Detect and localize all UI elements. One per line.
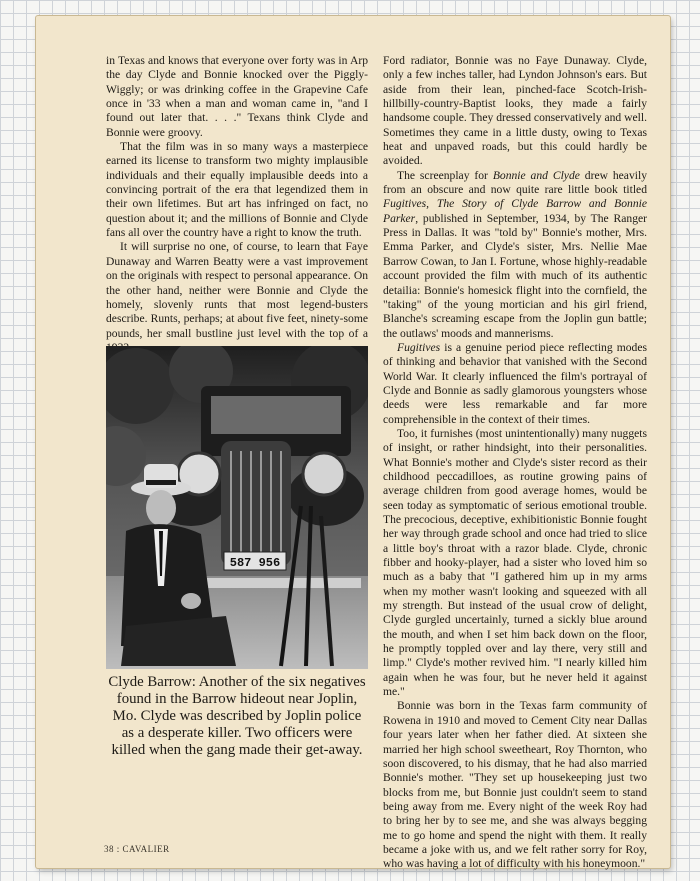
book-title: Fugitives, The Story of Clyde Barrow and Bonnie Parker bbox=[383, 197, 647, 225]
paragraph-text: is a genuine period piece reflecting modes of thinking and behavior that vanished with the Second World War. It clearly influenced the film's portrayal of Clyde and Bonnie as sadly glamorous youngsters whose deeds were less remarkable and far more comprehensible in the context of their times. bbox=[383, 340, 647, 426]
paragraph-text: , published in September, 1934, by The Ranger Press in Dallas. It was "told by" Bonnie's mother, Mrs. Emma Parker, and Clyde's sister, Mrs. Nellie Mae Barrow Cowan, to Jan I. Fortune, whose highly-readable account provided the film with much of its authentic detailia: Bonnie's homesick flight into the cornfield, the "taking" of the young mortician and his girl friend, Blanche's screaming escape from the Joplin gun battle; the outlaws' moods and mannerisms. bbox=[383, 211, 647, 340]
right-column bbox=[383, 54, 647, 872]
paragraph-text: drew heavily from an obscure and now quite rare little book titled bbox=[383, 168, 647, 197]
paragraph: That the film was in so many ways a masterpiece earned its license to transform two mighty implausible individuals and their equally implausible deeds into a convincing portrait of the era that legendized them in their own lifetimes. But art has infringed on fact, no question about it; and the millions of Bonnie and Clyde fans all over the country have a right to know the truth. bbox=[106, 140, 368, 240]
photo-illustration bbox=[106, 346, 368, 669]
paragraph: It will surprise no one, of course, to learn that Faye Dunaway and Warren Beatty were a vast improvement on the originals with respect to personal appearance. On the other hand, neither were Bonnie and Clyde the homely, slovenly runts that most legend-busters describe. Runts, perhaps; at about five feet, ninety-some pounds, her small bustline just level with the top of a bbox=[106, 240, 368, 340]
film-title: Bonnie and Clyde bbox=[492, 168, 580, 182]
book-title: Fugitives bbox=[397, 340, 441, 354]
paragraph-text: The screenplay for bbox=[397, 168, 493, 182]
paragraph: Too, it furnishes (most unintentionally) many nuggets of insight, or rather hindsight, into their personalities. What Bonnie's mother and Clyde's sister record as their childhood peccadilloes, as routine growing pains of average children from good average homes, would be seen today as symptomatic of serious emotional trouble. The precocious, deceptive, exhibitionistic Bonnie fought her way through grade school and once had tried to slice a little boy's throat with a razor blade. Clyde, chronic fibber and hooky-player, had a sister who loved him so much as a baby that "I gathered him up in my arms when my mother wasn't looking and squeezed with all my strength. But instead of the usual crow of delight, Clyde gurgled uncertainly, turned a sickly blue around the mouth, and when I set him back down on the floor, he promptly toppled over and lay there, very still and limp." Clyde's mother revived him. "I nearly killed him again when he was four, but he never held it against me." bbox=[383, 426, 647, 699]
left-column bbox=[106, 54, 368, 355]
paragraph: Ford radiator, Bonnie was no Faye Dunaway. Clyde, only a few inches taller, had Lyndon Johnson's ears. But aside from their lean, pinched-face Scotch-Irish-hillbilly-country-Baptist looks, they made a fairly handsome couple. They dressed conservatively and well. Sometimes they came in a little dusty, owing to Texas heat and unpaved roads, but this could hardly be avoided. bbox=[383, 54, 647, 168]
paragraph bbox=[383, 169, 647, 341]
clyde-barrow-photo bbox=[106, 346, 368, 669]
paragraph bbox=[383, 341, 647, 427]
photo-caption: Clyde Barrow: Another of the six negatives found in the Barrow hideout near Joplin, Mo. Clyde was described by Joplin police as a desperate killer. Two officers were killed when the gang made their get-away. bbox=[108, 674, 366, 758]
magazine-page bbox=[36, 16, 670, 871]
paragraph: in Texas and knows that everyone over forty was in Arp the day Clyde and Bonnie knocked over the Piggly-Wiggly; or was drinking coffee in the Grapevine Cafe once in '33 when a man and woman came in, "and I found out later that. . . ." Texans think Clyde and Bonnie were groovy. bbox=[106, 54, 368, 139]
paragraph: Bonnie was born in the Texas farm community of Rowena in 1910 and moved to Cement City near Dallas four years later when her father died. At sixteen she married her high school sweetheart, Roy Thornton, who soon discovered, to his dismay, that he had also married Bonnie's mother. "They set up housekeeping just two blocks from me, but Bonnie just couldn't seem to stand being away from me. Every night of the week Roy had to bring her by to see me, and she was always begging me to go home and spend the night with them. It really became a joke with us, and we felt rather sorry for Roy, who was having a lot of difficulty with his honeymoon." bbox=[383, 699, 647, 871]
license-plate-text: 587 956 bbox=[229, 556, 281, 570]
page-footer: 38 : CAVALIER bbox=[104, 844, 170, 854]
